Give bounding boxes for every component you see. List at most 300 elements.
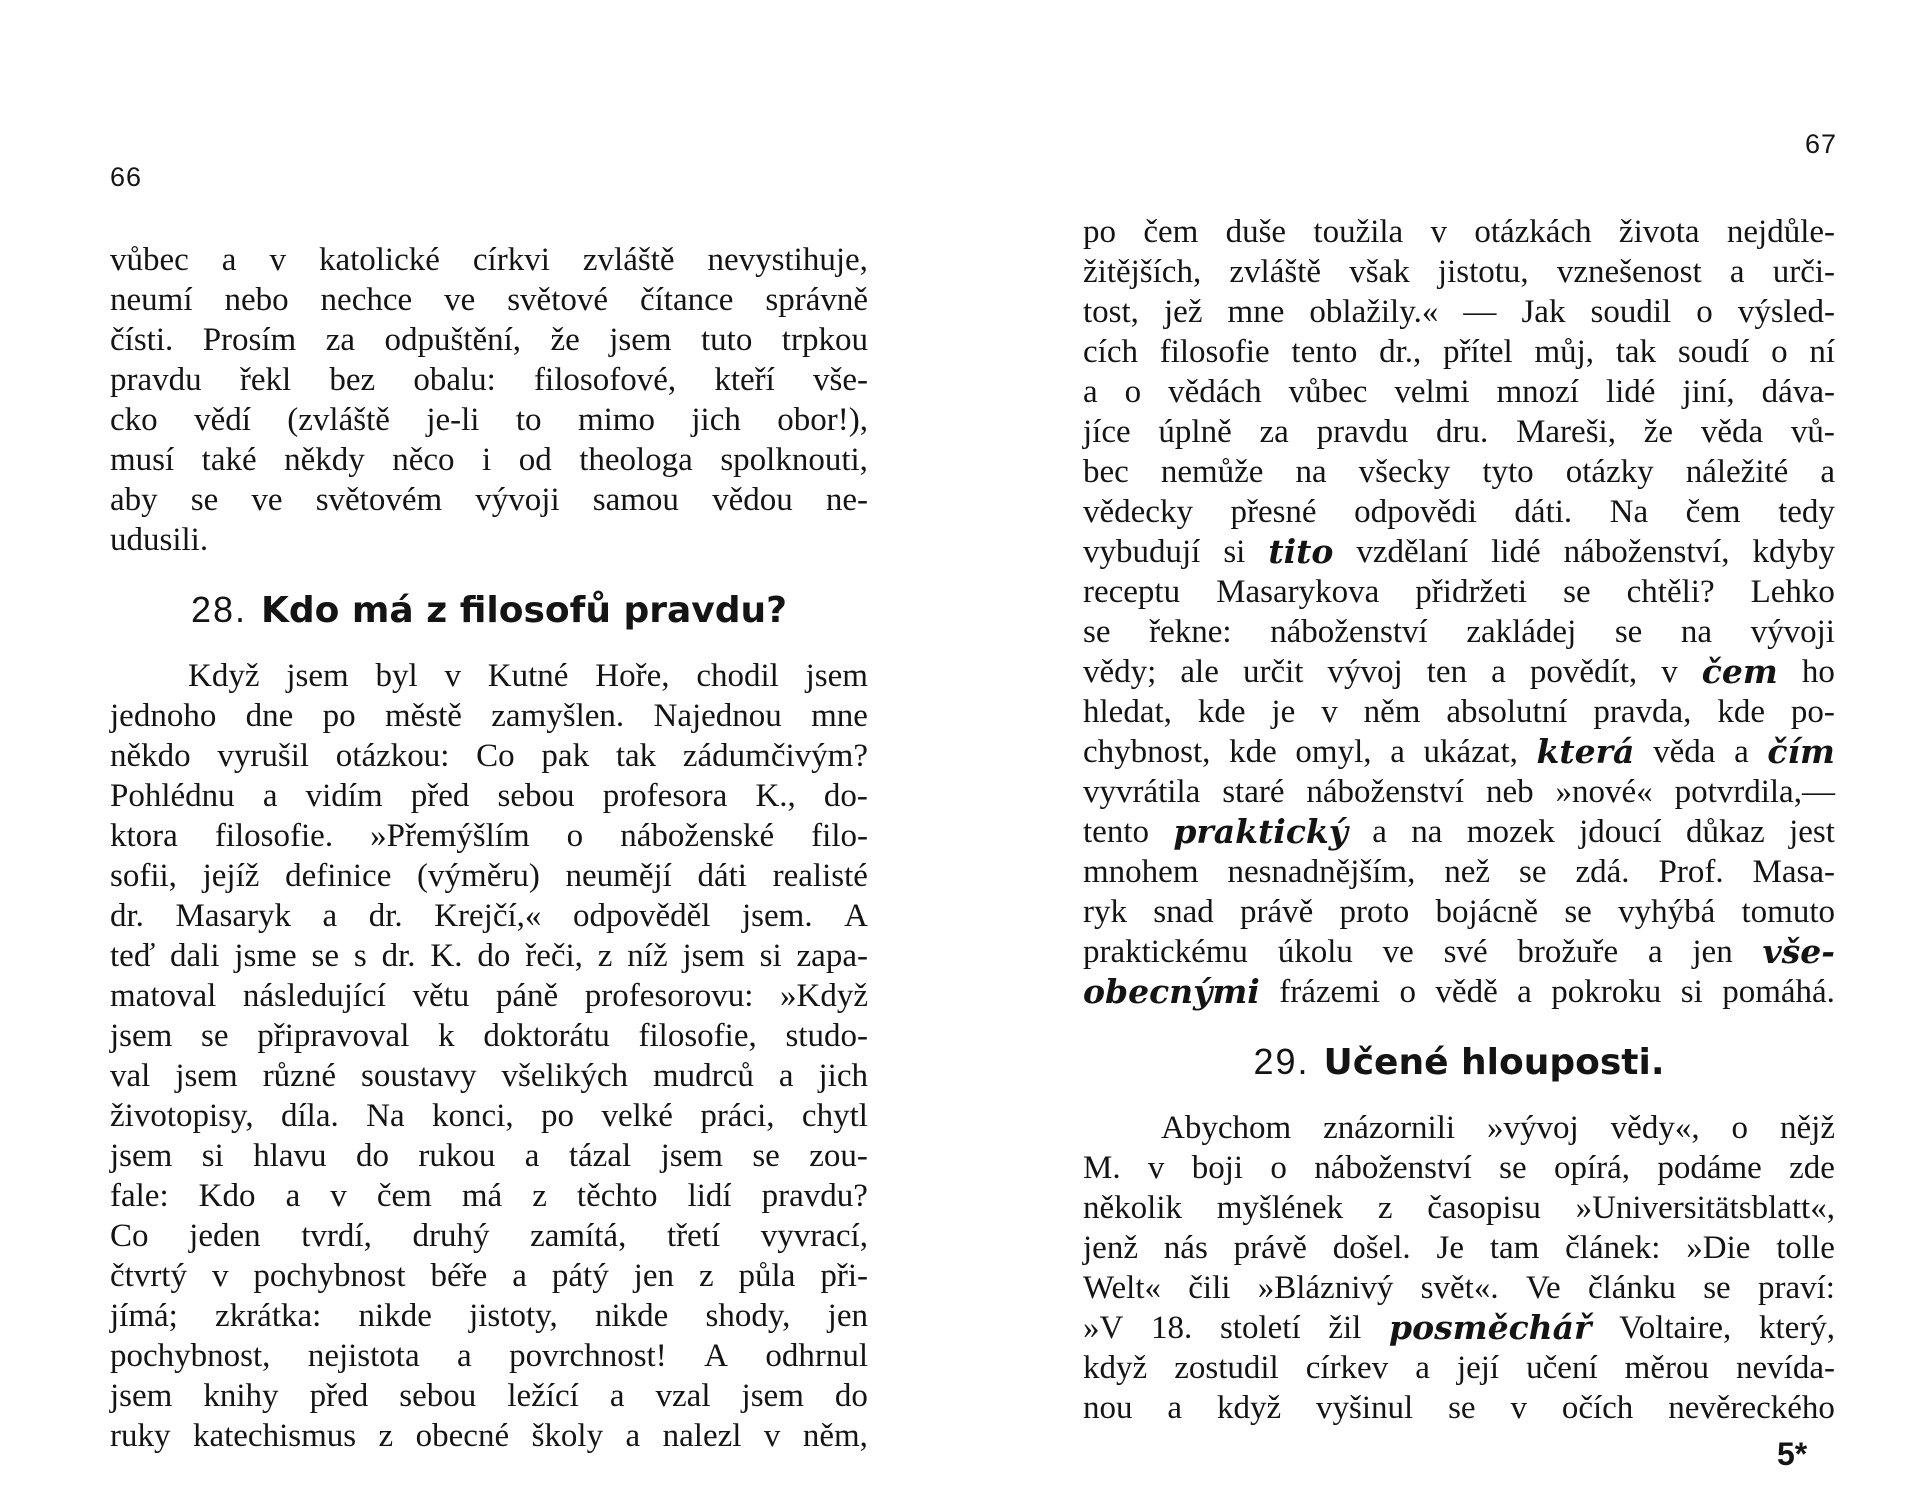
word: a bbox=[1491, 654, 1506, 690]
word: opírá, bbox=[1553, 1150, 1630, 1186]
word: hlavu bbox=[253, 1138, 327, 1174]
word: knihy bbox=[203, 1378, 279, 1414]
text-line bbox=[110, 1136, 868, 1176]
word: lidé bbox=[1605, 374, 1656, 410]
word: něco bbox=[392, 442, 455, 478]
word: tvrdí, bbox=[301, 1218, 372, 1254]
word: o bbox=[1731, 1110, 1749, 1146]
word: si bbox=[201, 1138, 224, 1174]
word: otázky bbox=[1565, 454, 1654, 490]
word: náboženství, bbox=[1563, 534, 1730, 570]
word: neumí bbox=[110, 282, 193, 318]
word: se bbox=[1564, 894, 1592, 930]
text-line bbox=[1083, 972, 1835, 1012]
word: zapa- bbox=[796, 938, 868, 974]
word: správně bbox=[765, 282, 868, 318]
word: Pohlédnu bbox=[110, 778, 235, 814]
word: že bbox=[1643, 414, 1674, 450]
word: náboženství bbox=[1270, 614, 1428, 650]
word: brožuře bbox=[1517, 934, 1619, 970]
word: ale bbox=[1180, 654, 1219, 690]
word: třetí bbox=[666, 1218, 721, 1254]
word: nou bbox=[1083, 1390, 1133, 1426]
word: zdá. bbox=[1575, 854, 1630, 890]
word: vědecky bbox=[1083, 494, 1193, 530]
word: století bbox=[1219, 1310, 1301, 1346]
text-line bbox=[110, 360, 868, 400]
word: ní bbox=[1809, 334, 1835, 370]
word: jež bbox=[1164, 294, 1203, 330]
word: vědách bbox=[1168, 374, 1262, 410]
word: přidržeti bbox=[1415, 574, 1528, 610]
word: díla. bbox=[281, 1098, 339, 1134]
word: úkolu bbox=[1277, 934, 1353, 970]
word: jsem bbox=[805, 658, 868, 694]
word: vše- bbox=[813, 362, 868, 398]
word: Voltaire, bbox=[1619, 1310, 1732, 1346]
word: (zvláště bbox=[287, 402, 390, 438]
word: tito bbox=[1268, 532, 1334, 571]
text-line bbox=[1083, 652, 1835, 692]
word: vědí bbox=[194, 402, 251, 438]
word: teď bbox=[110, 938, 156, 974]
text-line bbox=[1083, 812, 1835, 852]
text-line bbox=[1083, 892, 1835, 932]
word: dáti. bbox=[1514, 494, 1573, 530]
word: k bbox=[438, 1018, 455, 1054]
text-line bbox=[110, 480, 868, 520]
word: právě bbox=[1240, 894, 1314, 930]
text-line bbox=[110, 776, 868, 816]
word: povrchnost! bbox=[509, 1338, 667, 1374]
word: »vývoj bbox=[1487, 1110, 1579, 1146]
word: po- bbox=[1790, 694, 1835, 730]
word: po bbox=[322, 698, 356, 734]
word: rukou bbox=[418, 1138, 496, 1174]
word: vyhýbá bbox=[1618, 894, 1716, 930]
text-line bbox=[1083, 732, 1835, 772]
word: praktický bbox=[1173, 812, 1348, 851]
word: Prosím bbox=[202, 322, 297, 358]
word: v bbox=[1321, 694, 1338, 730]
word: několik bbox=[1083, 1190, 1182, 1226]
section-heading-28 bbox=[110, 590, 868, 630]
word: jsem bbox=[682, 938, 745, 974]
word: všelikých bbox=[501, 1058, 628, 1094]
text-line bbox=[110, 976, 868, 1016]
page-number-right: 67 bbox=[1805, 129, 1838, 159]
word: jen bbox=[827, 1298, 868, 1334]
word: tedy bbox=[1778, 494, 1835, 530]
word: na bbox=[1680, 614, 1713, 650]
word: urči- bbox=[1772, 254, 1835, 290]
word: Co bbox=[476, 738, 515, 774]
word: theologa bbox=[579, 442, 693, 478]
word: ve bbox=[251, 482, 283, 518]
word: páně bbox=[495, 978, 559, 1014]
word: tuto bbox=[701, 322, 753, 358]
text-line bbox=[110, 320, 868, 360]
word: čem bbox=[376, 1178, 432, 1214]
text-line bbox=[1083, 572, 1835, 612]
word: jich bbox=[691, 402, 741, 438]
word: fale: bbox=[110, 1178, 169, 1214]
word: jdoucí bbox=[1579, 814, 1662, 850]
word: proto bbox=[1339, 894, 1410, 930]
word: oblažily.« bbox=[1309, 294, 1439, 330]
word: přesné bbox=[1230, 494, 1317, 530]
word: nejistota bbox=[307, 1338, 420, 1374]
word: studo- bbox=[785, 1018, 868, 1054]
word: znázornili bbox=[1323, 1110, 1456, 1146]
word: velké bbox=[601, 1098, 673, 1134]
word: jest bbox=[1789, 814, 1835, 850]
word: na bbox=[1295, 454, 1327, 490]
word: však bbox=[1349, 254, 1410, 290]
word: tento bbox=[1291, 334, 1358, 370]
word: profesorovu: bbox=[584, 978, 754, 1014]
text-line bbox=[1083, 932, 1835, 972]
word: dru. bbox=[1436, 414, 1489, 450]
word: lidé bbox=[1491, 534, 1541, 570]
word: věda bbox=[1700, 414, 1764, 450]
word: A bbox=[704, 1338, 728, 1374]
word: tak bbox=[615, 738, 657, 774]
word: toužila bbox=[1313, 214, 1404, 250]
word: za bbox=[325, 322, 355, 358]
word: jen bbox=[1692, 934, 1733, 970]
word: Co bbox=[110, 1218, 149, 1254]
word: nevída- bbox=[1736, 1350, 1835, 1386]
text-line bbox=[110, 1336, 868, 1376]
word: se bbox=[1614, 614, 1643, 650]
word: K. bbox=[430, 938, 463, 974]
word: ležící bbox=[507, 1378, 579, 1414]
word: na bbox=[1411, 814, 1443, 850]
word: ktora bbox=[110, 818, 178, 854]
word: druhý bbox=[412, 1218, 490, 1254]
word: »Když bbox=[780, 978, 868, 1014]
text-line bbox=[110, 896, 868, 936]
word: Mareši, bbox=[1516, 414, 1616, 450]
left-text-block bbox=[110, 240, 868, 1456]
word: a bbox=[1734, 734, 1749, 770]
word: ve bbox=[444, 282, 476, 318]
word: a bbox=[322, 898, 338, 934]
word: do bbox=[834, 1378, 868, 1414]
word: církev bbox=[1305, 1350, 1389, 1386]
word: otázkách bbox=[1474, 214, 1592, 250]
word: otázkou: bbox=[335, 738, 450, 774]
text-line bbox=[1083, 772, 1835, 812]
word: béře bbox=[430, 1258, 488, 1294]
word: ryk bbox=[1083, 894, 1127, 930]
word: odhrnul bbox=[765, 1338, 868, 1374]
word: očích bbox=[1561, 1390, 1634, 1426]
word: vědě bbox=[1435, 974, 1498, 1010]
word: se bbox=[311, 938, 340, 974]
word: chybnost, bbox=[1083, 734, 1211, 770]
word: vzdělaní bbox=[1356, 534, 1469, 570]
word: obecné bbox=[415, 1418, 510, 1454]
word: a bbox=[1415, 1350, 1430, 1386]
right-paragraph-main bbox=[1083, 1108, 1835, 1428]
word: Kutné bbox=[487, 658, 569, 694]
word: jsme bbox=[234, 938, 297, 974]
word: realisté bbox=[772, 858, 868, 894]
word: a bbox=[457, 1338, 472, 1374]
word: zostudil bbox=[1174, 1350, 1279, 1386]
section-heading-29 bbox=[1083, 1042, 1835, 1082]
word: čím bbox=[1767, 732, 1835, 771]
text-line bbox=[110, 856, 868, 896]
word: lidí bbox=[687, 1178, 732, 1214]
word: byl bbox=[375, 658, 418, 694]
word: přítel bbox=[1443, 334, 1513, 370]
word: pátý bbox=[551, 1258, 609, 1294]
word: můj, bbox=[1534, 334, 1595, 370]
word: K., bbox=[755, 778, 796, 814]
word: když bbox=[1083, 1350, 1148, 1386]
word: odpovědi bbox=[1354, 494, 1477, 530]
word: nevystihuje, bbox=[707, 242, 868, 278]
word: řeči, bbox=[525, 938, 583, 974]
word: staré bbox=[1222, 774, 1285, 810]
word: do bbox=[355, 1138, 389, 1174]
word: všecky bbox=[1358, 454, 1451, 490]
text-line bbox=[110, 1096, 868, 1136]
word: ruky bbox=[110, 1418, 171, 1454]
word: Masa- bbox=[1752, 854, 1835, 890]
word: jenž bbox=[1083, 1230, 1138, 1266]
word: zamyšlen. bbox=[491, 698, 625, 734]
word: života bbox=[1618, 214, 1700, 250]
word: »V bbox=[1083, 1310, 1124, 1346]
text-line bbox=[110, 280, 868, 320]
word: vše- bbox=[1762, 932, 1835, 971]
word: vývoji bbox=[475, 482, 560, 518]
word: i bbox=[482, 442, 492, 478]
word: věda bbox=[1653, 734, 1716, 770]
word: řekl bbox=[239, 362, 292, 398]
word: a bbox=[625, 1418, 641, 1454]
word: v bbox=[269, 242, 286, 278]
word: v bbox=[1430, 214, 1448, 250]
word: Masarykova bbox=[1216, 574, 1380, 610]
word: se bbox=[1563, 574, 1591, 610]
word: je-li bbox=[426, 402, 480, 438]
text-line bbox=[1083, 1188, 1835, 1228]
word: A bbox=[844, 898, 868, 934]
word: chytl bbox=[801, 1098, 868, 1134]
word: pravda, bbox=[1593, 694, 1692, 730]
word: »Přemýšlím bbox=[370, 818, 530, 854]
word: z bbox=[698, 1258, 714, 1294]
word: po bbox=[1083, 214, 1116, 250]
word: pochybnost, bbox=[110, 1338, 271, 1374]
word: kteří bbox=[714, 362, 775, 398]
word: si bbox=[1223, 534, 1246, 570]
word: určit bbox=[1242, 654, 1304, 690]
word: se bbox=[1499, 1150, 1527, 1186]
word: čítance bbox=[639, 282, 734, 318]
word: zádumčivým? bbox=[682, 738, 868, 774]
word: dali bbox=[170, 938, 220, 974]
word: při- bbox=[820, 1258, 868, 1294]
word: zde bbox=[1789, 1150, 1835, 1186]
word: řekne: bbox=[1149, 614, 1232, 650]
word: nějž bbox=[1780, 1110, 1835, 1146]
word: o bbox=[1270, 1150, 1287, 1186]
word: 18. bbox=[1151, 1310, 1193, 1346]
word: soudí bbox=[1677, 334, 1750, 370]
word: si bbox=[1680, 974, 1703, 1010]
word: pomáhá. bbox=[1722, 974, 1835, 1010]
word: náboženské bbox=[620, 818, 775, 854]
word: mnohem bbox=[1083, 854, 1199, 890]
word: shody, bbox=[705, 1298, 791, 1334]
word: bojácně bbox=[1435, 894, 1539, 930]
text-line bbox=[110, 1216, 868, 1256]
word: filosofie bbox=[1159, 334, 1270, 370]
word: absolutní bbox=[1446, 694, 1568, 730]
text-line bbox=[110, 656, 868, 696]
word: spolknouti, bbox=[720, 442, 868, 478]
text-line bbox=[110, 936, 868, 976]
word: zou- bbox=[809, 1138, 868, 1174]
right-page bbox=[965, 0, 1930, 1500]
word: nebo bbox=[224, 282, 289, 318]
word: Masaryk bbox=[175, 898, 291, 934]
word: a bbox=[778, 1058, 794, 1094]
word: žitějších, bbox=[1083, 254, 1202, 290]
signature-mark: 5* bbox=[1777, 1436, 1808, 1472]
word: to bbox=[515, 402, 542, 438]
word: soustavy bbox=[361, 1058, 477, 1094]
word: z bbox=[597, 938, 613, 974]
word: ten bbox=[1426, 654, 1468, 690]
word: posměchář bbox=[1389, 1308, 1592, 1347]
word: jsem bbox=[110, 1138, 173, 1174]
word: Welt« bbox=[1083, 1270, 1161, 1306]
heading-number: 28. bbox=[190, 589, 247, 630]
word: a bbox=[609, 1378, 625, 1414]
word: udusili. bbox=[110, 522, 209, 558]
word: tost, bbox=[1083, 294, 1139, 330]
word: jsem bbox=[609, 322, 672, 358]
word: z bbox=[378, 1418, 394, 1454]
word: jen bbox=[633, 1258, 674, 1294]
word: cích bbox=[1083, 334, 1138, 370]
word: se bbox=[1703, 1270, 1731, 1306]
word: pravdu? bbox=[761, 1178, 868, 1214]
word: zkrátka: bbox=[215, 1298, 322, 1334]
word: vzal bbox=[655, 1378, 711, 1414]
word: těchto bbox=[576, 1178, 658, 1214]
word: o bbox=[1696, 294, 1713, 330]
word: — bbox=[1463, 294, 1497, 330]
word: jímá; bbox=[110, 1298, 178, 1334]
word: připravoval bbox=[257, 1018, 410, 1054]
word: filosofie. bbox=[214, 818, 334, 854]
word: »Die bbox=[1686, 1230, 1751, 1266]
word: jsem bbox=[741, 1378, 804, 1414]
word: v bbox=[1510, 1390, 1527, 1426]
word: nechce bbox=[320, 282, 413, 318]
word: že bbox=[550, 322, 580, 358]
word: pochybnost bbox=[253, 1258, 406, 1294]
word: o bbox=[1399, 974, 1416, 1010]
word: mnozí bbox=[1496, 374, 1579, 410]
word: konci, bbox=[432, 1098, 514, 1134]
word: tolle bbox=[1776, 1230, 1835, 1266]
word: a bbox=[1517, 974, 1532, 1010]
word: Hoře, bbox=[595, 658, 670, 694]
word: praktickému bbox=[1083, 934, 1248, 970]
word: neb bbox=[1485, 774, 1534, 810]
word: vyvrací, bbox=[760, 1218, 868, 1254]
word: než bbox=[1444, 854, 1491, 890]
word: světové bbox=[507, 282, 609, 318]
word: vědy«, bbox=[1610, 1110, 1700, 1146]
word: v bbox=[763, 1418, 781, 1454]
word: matoval bbox=[110, 978, 217, 1014]
text-line bbox=[1083, 292, 1835, 332]
word: a bbox=[1390, 734, 1405, 770]
word: sebou bbox=[497, 778, 575, 814]
word: článek: bbox=[1565, 1230, 1661, 1266]
word: tyto bbox=[1482, 454, 1534, 490]
word: potvrdila,— bbox=[1674, 774, 1835, 810]
word: čem bbox=[1701, 652, 1778, 691]
word: také bbox=[201, 442, 257, 478]
word: odpuštění, bbox=[384, 322, 522, 358]
word: v bbox=[444, 658, 461, 694]
word: se bbox=[201, 1018, 229, 1054]
word: tázal bbox=[568, 1138, 632, 1174]
word: životopisy, bbox=[110, 1098, 254, 1134]
word: z bbox=[532, 1178, 547, 1214]
heading-title: Učené hlouposti. bbox=[1323, 1042, 1665, 1083]
word: jsem. bbox=[742, 898, 813, 934]
word: čísti. bbox=[110, 322, 174, 358]
word: před bbox=[410, 778, 470, 814]
word: a bbox=[1647, 934, 1663, 970]
word: a bbox=[262, 778, 278, 814]
text-line bbox=[110, 816, 868, 856]
word: větu bbox=[412, 978, 470, 1014]
word: do bbox=[477, 938, 511, 974]
word: velmi bbox=[1394, 374, 1470, 410]
text-line bbox=[1083, 1388, 1835, 1428]
word: snad bbox=[1153, 894, 1214, 930]
word: půla bbox=[738, 1258, 796, 1294]
word: pokroku bbox=[1551, 974, 1662, 1010]
word: soudil bbox=[1590, 294, 1672, 330]
word: bez bbox=[329, 362, 376, 398]
text-line bbox=[110, 1256, 868, 1296]
word: jich bbox=[818, 1058, 868, 1094]
word: je bbox=[1271, 694, 1296, 730]
text-line bbox=[110, 400, 868, 440]
word: katechismus bbox=[192, 1418, 357, 1454]
word: tomuto bbox=[1741, 894, 1835, 930]
text-line bbox=[1083, 1348, 1835, 1388]
word: kde bbox=[1229, 734, 1277, 770]
word: vidím bbox=[305, 778, 383, 814]
word: dáti bbox=[697, 858, 747, 894]
word: čem bbox=[1685, 494, 1741, 530]
